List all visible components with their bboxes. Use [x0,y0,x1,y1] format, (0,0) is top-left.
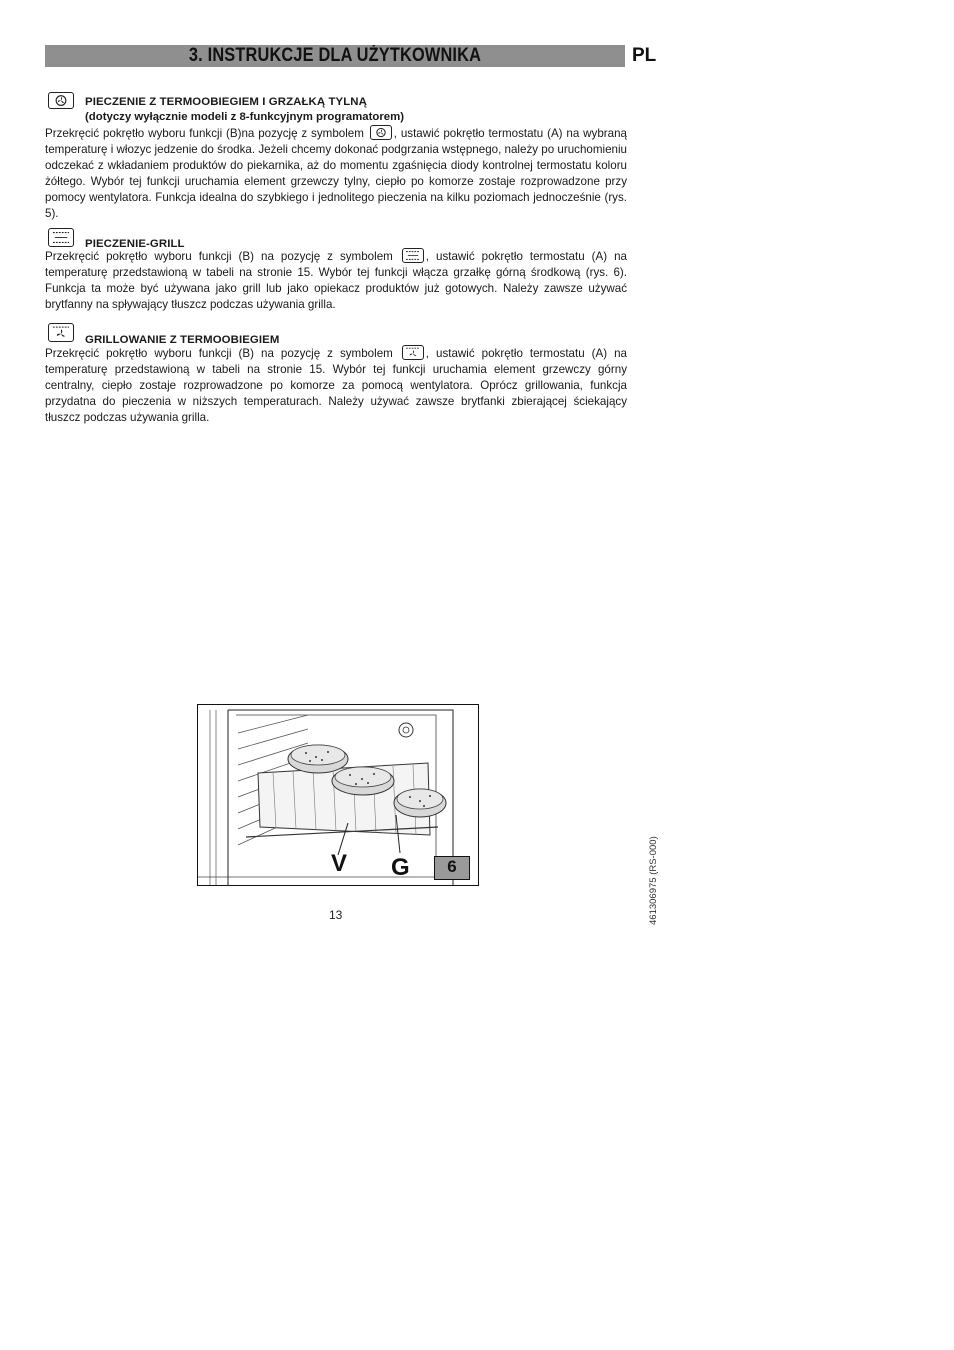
body-text: Przekręcić pokrętło wyboru funkcji (B) na pozycję z symbolem [45,347,393,360]
page-number: 13 [329,908,343,922]
document-code: 461306975 (RS-000) [648,836,659,925]
language-code: PL [632,45,657,66]
section-heading: PIECZENIE Z TERMOOBIEGIEM I GRZAŁKĄ TYLNĄ [85,96,367,108]
top-bottom-heating-icon [48,228,74,247]
section-body [45,125,627,222]
section-heading: PIECZENIE-GRILL [85,238,185,250]
body-text: , ustawić pokrętło termostatu (A) na temperaturę przedstawioną w tabeli na stronie 15. Wybór tej funkcji uruchamia element grzewczy górny centralny, ciepło zostaje rozprowadzone po komorze za pomocą wentylatora. Oprócz grillowania, funkcja przydatna do pieczenia w niższych temperaturach. Należy używać zawsze brytfanki zbierającej ściekający tłuszcz podczas używania grilla. [45,347,627,424]
body-text: Przekręcić pokrętło wyboru funkcji (B)na pozycję z symbolem [45,127,364,140]
convection-rear-heater-icon [48,92,74,109]
grill-fan-icon [48,323,74,342]
top-bottom-heating-icon [402,248,424,263]
section-convection-rear-heater [45,92,627,222]
body-text: Przekręcić pokrętło wyboru funkcji (B) na pozycję z symbolem [45,250,393,263]
section-grill-fan [45,323,627,426]
figure-label-g: G [391,854,410,881]
section-heading: GRILLOWANIE Z TERMOOBIEGIEM [85,334,280,346]
grill-fan-icon [402,345,424,360]
figure-label-v: V [331,850,348,877]
oven-illustration [197,704,479,886]
section-body [45,248,627,313]
section-title-bar [45,45,625,67]
page-title: 3. INSTRUKCJE DLA UŻYTKOWNIKA [188,45,482,66]
convection-rear-heater-icon [370,125,392,140]
body-text: , ustawić pokrętło termostatu (A) na temperaturę przedstawioną w tabeli na stronie 15. Wybór tej funkcji włącza grzałkę górną środkową (rys. 6). Funkcja ta może być używana jako grill lub jako opiekacz produktów już gotowych. Należy zawsze używać brytfanny na spływający tłuszcz podczas używania grilla. [45,250,627,311]
body-text: , ustawić pokrętło termostatu (A) na wybraną temperaturę i włozyc jedzenie do środka. Jeżeli chcemy dokonać podgrzania wstępnego, należy po uruchomieniu odczekać z wkładaniem produktów do piekarnika, aż do momentu zgaśnięcia diody kontrolnej termostatu koloru żółtego. Wybór tej funkcji uruchamia element grzewczy tylny, ciepło po komorze zostaje rozprowadzone przy pomocy wentylatora. Funkcja idealna do szybkiego i jednolitego pieczenia na kilku poziomach jednocześnie (rys. 5). [45,127,627,220]
section-body [45,345,627,426]
section-top-bottom-heating [45,228,627,313]
figure-number: 6 [434,856,470,880]
section-subheading: (dotyczy wyłącznie modeli z 8-funkcyjnym programatorem) [85,111,405,123]
